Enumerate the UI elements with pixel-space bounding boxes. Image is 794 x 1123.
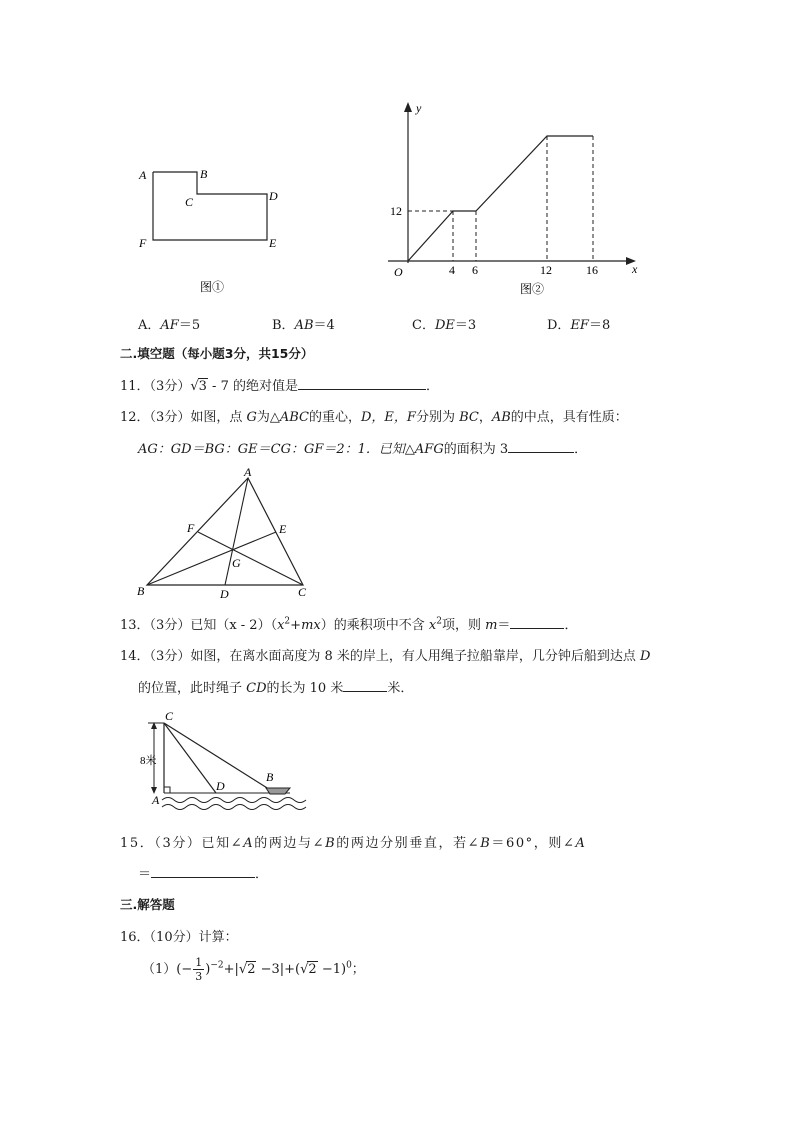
fig1-caption: 图① xyxy=(200,280,225,294)
graph-line xyxy=(408,136,593,261)
fig1-label-a: A xyxy=(139,168,147,182)
q12-var-abc: ABC xyxy=(279,410,309,425)
q16-expr-f: ； xyxy=(351,962,365,977)
x-tick-4: 4 xyxy=(449,263,455,277)
x-tick-6: 6 xyxy=(472,263,478,277)
q16-expr-d: −3|+( xyxy=(256,962,301,977)
boat-label-c: C xyxy=(165,709,174,723)
fraction-numerator: 1 xyxy=(195,956,203,969)
q16-radicand-2: 2 xyxy=(308,962,317,977)
option-a-var: AF xyxy=(160,318,179,333)
fig1-label-b: B xyxy=(200,167,208,181)
q11-text: - 7 的绝对值是 xyxy=(207,379,298,394)
q11-end: ． xyxy=(425,379,439,394)
q12-text-area: 的面积为 3 xyxy=(443,442,509,457)
fig1-label-c: C xyxy=(185,195,194,209)
q12-text-d: 分别为 xyxy=(415,410,460,425)
q15-text-c: 的两边分别垂直，若∠ xyxy=(336,836,481,851)
fig1-label-d: D xyxy=(269,189,278,203)
boat-figure xyxy=(138,703,313,813)
wave-2 xyxy=(162,805,306,810)
tri-label-c: C xyxy=(298,585,307,599)
tri-label-d: D xyxy=(220,587,229,601)
tri-label-a: A xyxy=(244,465,252,479)
q16-exp-1: −2 xyxy=(210,960,224,971)
option-c-rel: ＝3 xyxy=(454,318,477,333)
fraction-denominator: 3 xyxy=(195,970,203,983)
option-c xyxy=(412,314,476,333)
q15-text-a: 15．（3分）已知∠ xyxy=(120,836,244,851)
q14-var-cd: CD xyxy=(246,681,267,696)
q16-expr-c: +| xyxy=(223,962,239,977)
tri-label-g: G xyxy=(232,556,241,570)
option-a xyxy=(138,314,200,333)
section-2-title: 二.填空题（每小题3分，共15分） xyxy=(120,346,314,361)
option-c-letter: C． xyxy=(412,318,435,333)
q16-expr-b: ) xyxy=(205,962,211,977)
q15-var-a: A xyxy=(243,836,255,851)
sqrt-icon-1: √ xyxy=(238,962,248,977)
q13-var-m: m xyxy=(485,618,498,633)
q11-number: 11．（3分） xyxy=(120,379,191,394)
question-13 xyxy=(120,614,577,633)
q12-var-afg: AFG xyxy=(414,442,444,457)
boat-height-label: 8米 xyxy=(140,755,157,767)
l-shape-outline xyxy=(153,172,267,240)
question-16-part-1 xyxy=(142,956,365,983)
question-11 xyxy=(120,375,439,394)
q16-part-number: （1） xyxy=(142,962,177,977)
q13-exp: 2 xyxy=(284,616,291,627)
q13-eq: ＝ xyxy=(497,618,511,633)
q15-var-b: B xyxy=(325,836,337,851)
option-d-rel: ＝8 xyxy=(588,318,611,333)
q16-expr-e: −1) xyxy=(317,962,347,977)
q15-var-b2: B xyxy=(480,836,492,851)
tri-label-e: E xyxy=(279,522,287,536)
option-d-letter: D． xyxy=(547,318,571,333)
q12-var-bc: BC xyxy=(459,410,479,425)
fig1-label-e: E xyxy=(269,236,277,250)
option-b-letter: B． xyxy=(272,318,295,333)
fig2-caption: 图② xyxy=(520,282,545,296)
origin-label: O xyxy=(394,265,403,279)
q13-exp-2: 2 xyxy=(436,616,442,627)
q15-var-a2: A xyxy=(575,836,587,851)
q13-var-x2: x xyxy=(428,618,437,633)
q15-text-d: ＝60°，则∠ xyxy=(491,836,576,851)
boat-icon xyxy=(266,788,290,794)
figure-2-graph xyxy=(380,98,650,303)
q13-text-d: 项，则 xyxy=(441,618,486,633)
question-14-line-2 xyxy=(138,677,413,696)
question-12-line-2 xyxy=(138,438,587,457)
q12-sep: ， xyxy=(478,410,492,425)
option-b-rel: ＝4 xyxy=(313,318,335,333)
q13-answer-blank[interactable] xyxy=(510,616,564,629)
y-axis-label: y xyxy=(416,101,422,115)
q14-answer-blank[interactable] xyxy=(343,679,387,692)
boat-label-d: D xyxy=(216,779,225,793)
y-axis-arrow xyxy=(404,102,412,112)
question-15-line-2 xyxy=(138,863,268,882)
right-angle-mark xyxy=(164,787,170,793)
q12-text-e: 的中点，具有性质： xyxy=(510,410,628,425)
option-d-var: EF xyxy=(570,318,589,333)
q15-eq: ＝ xyxy=(138,867,152,882)
q12-answer-blank[interactable] xyxy=(508,440,574,453)
q11-radicand: 3 xyxy=(198,379,207,394)
y-tick-12: 12 xyxy=(390,204,402,218)
median-cf xyxy=(198,532,303,585)
rope-cd xyxy=(164,723,216,793)
sqrt-icon: √ xyxy=(190,379,199,394)
fig1-label-f: F xyxy=(139,236,147,250)
q11-answer-blank[interactable] xyxy=(298,377,426,390)
q16-expr-a: (− xyxy=(176,962,193,977)
sqrt-icon-2: √ xyxy=(300,962,309,977)
fraction xyxy=(193,956,204,983)
q12-var-g: G xyxy=(246,410,257,425)
q13-text-a: 13．（3分）已知（x - 2）（ xyxy=(120,618,278,633)
q13-var-mx: mx xyxy=(301,618,321,633)
q14-text-2c: 米． xyxy=(387,681,414,696)
q14-text-2b: 的长为 10 米 xyxy=(266,681,344,696)
question-16-title: 16．（10分）计算： xyxy=(120,930,238,945)
option-d xyxy=(547,314,610,333)
median-be xyxy=(147,532,276,585)
q12-var-def: D，E，F xyxy=(361,410,416,425)
q12-var-ab: AB xyxy=(491,410,511,425)
x-tick-16: 16 xyxy=(586,263,598,277)
option-b-var: AB xyxy=(294,318,314,333)
question-15-line-1 xyxy=(120,832,586,851)
wave-1 xyxy=(162,798,306,803)
option-a-letter: A． xyxy=(138,318,161,333)
tri-label-f: F xyxy=(187,521,195,535)
triangle-figure xyxy=(132,462,322,602)
tri-label-b: B xyxy=(137,584,145,598)
q13-plus: + xyxy=(290,618,302,633)
q16-exp-2: 0 xyxy=(346,960,352,971)
option-a-rel: ＝5 xyxy=(178,318,201,333)
figure-1-l-shape xyxy=(130,160,290,300)
boat-label-a: A xyxy=(152,793,160,807)
q16-radicand-1: 2 xyxy=(247,962,256,977)
q12-text-b: 为△ xyxy=(256,410,280,425)
boat-label-b: B xyxy=(266,770,274,784)
q13-end: ． xyxy=(564,618,578,633)
question-14-line-1 xyxy=(120,645,650,664)
x-tick-12: 12 xyxy=(540,263,552,277)
q15-end: ． xyxy=(255,867,269,882)
q14-text-2a: 的位置，此时绳子 xyxy=(138,681,247,696)
option-b xyxy=(272,314,335,333)
q14-text-1: 14．（3分）如图，在离水面高度为 8 米的岸上，有人用绳子拉船靠岸，几分钟后船到达点 xyxy=(120,649,640,664)
q12-text-a: 12．（3分）如图，点 xyxy=(120,410,247,425)
x-axis-label: x xyxy=(632,262,638,276)
q13-var-x: x xyxy=(277,618,285,633)
q14-var-d: D xyxy=(639,649,651,664)
q12-end: ． xyxy=(574,442,588,457)
q15-text-b: 的两边与∠ xyxy=(254,836,326,851)
question-12-line-1 xyxy=(120,406,628,425)
section-3-title: 三.解答题 xyxy=(120,897,175,912)
q13-text-c: ）的乘积项中不含 xyxy=(320,618,429,633)
option-c-var: DE xyxy=(434,318,455,333)
q15-answer-blank[interactable] xyxy=(151,865,255,878)
q12-text-c: 的重心， xyxy=(308,410,361,425)
q12-ratio: AG：GD＝BG：GE＝CG：GF＝2：1．已知△ xyxy=(138,442,415,457)
